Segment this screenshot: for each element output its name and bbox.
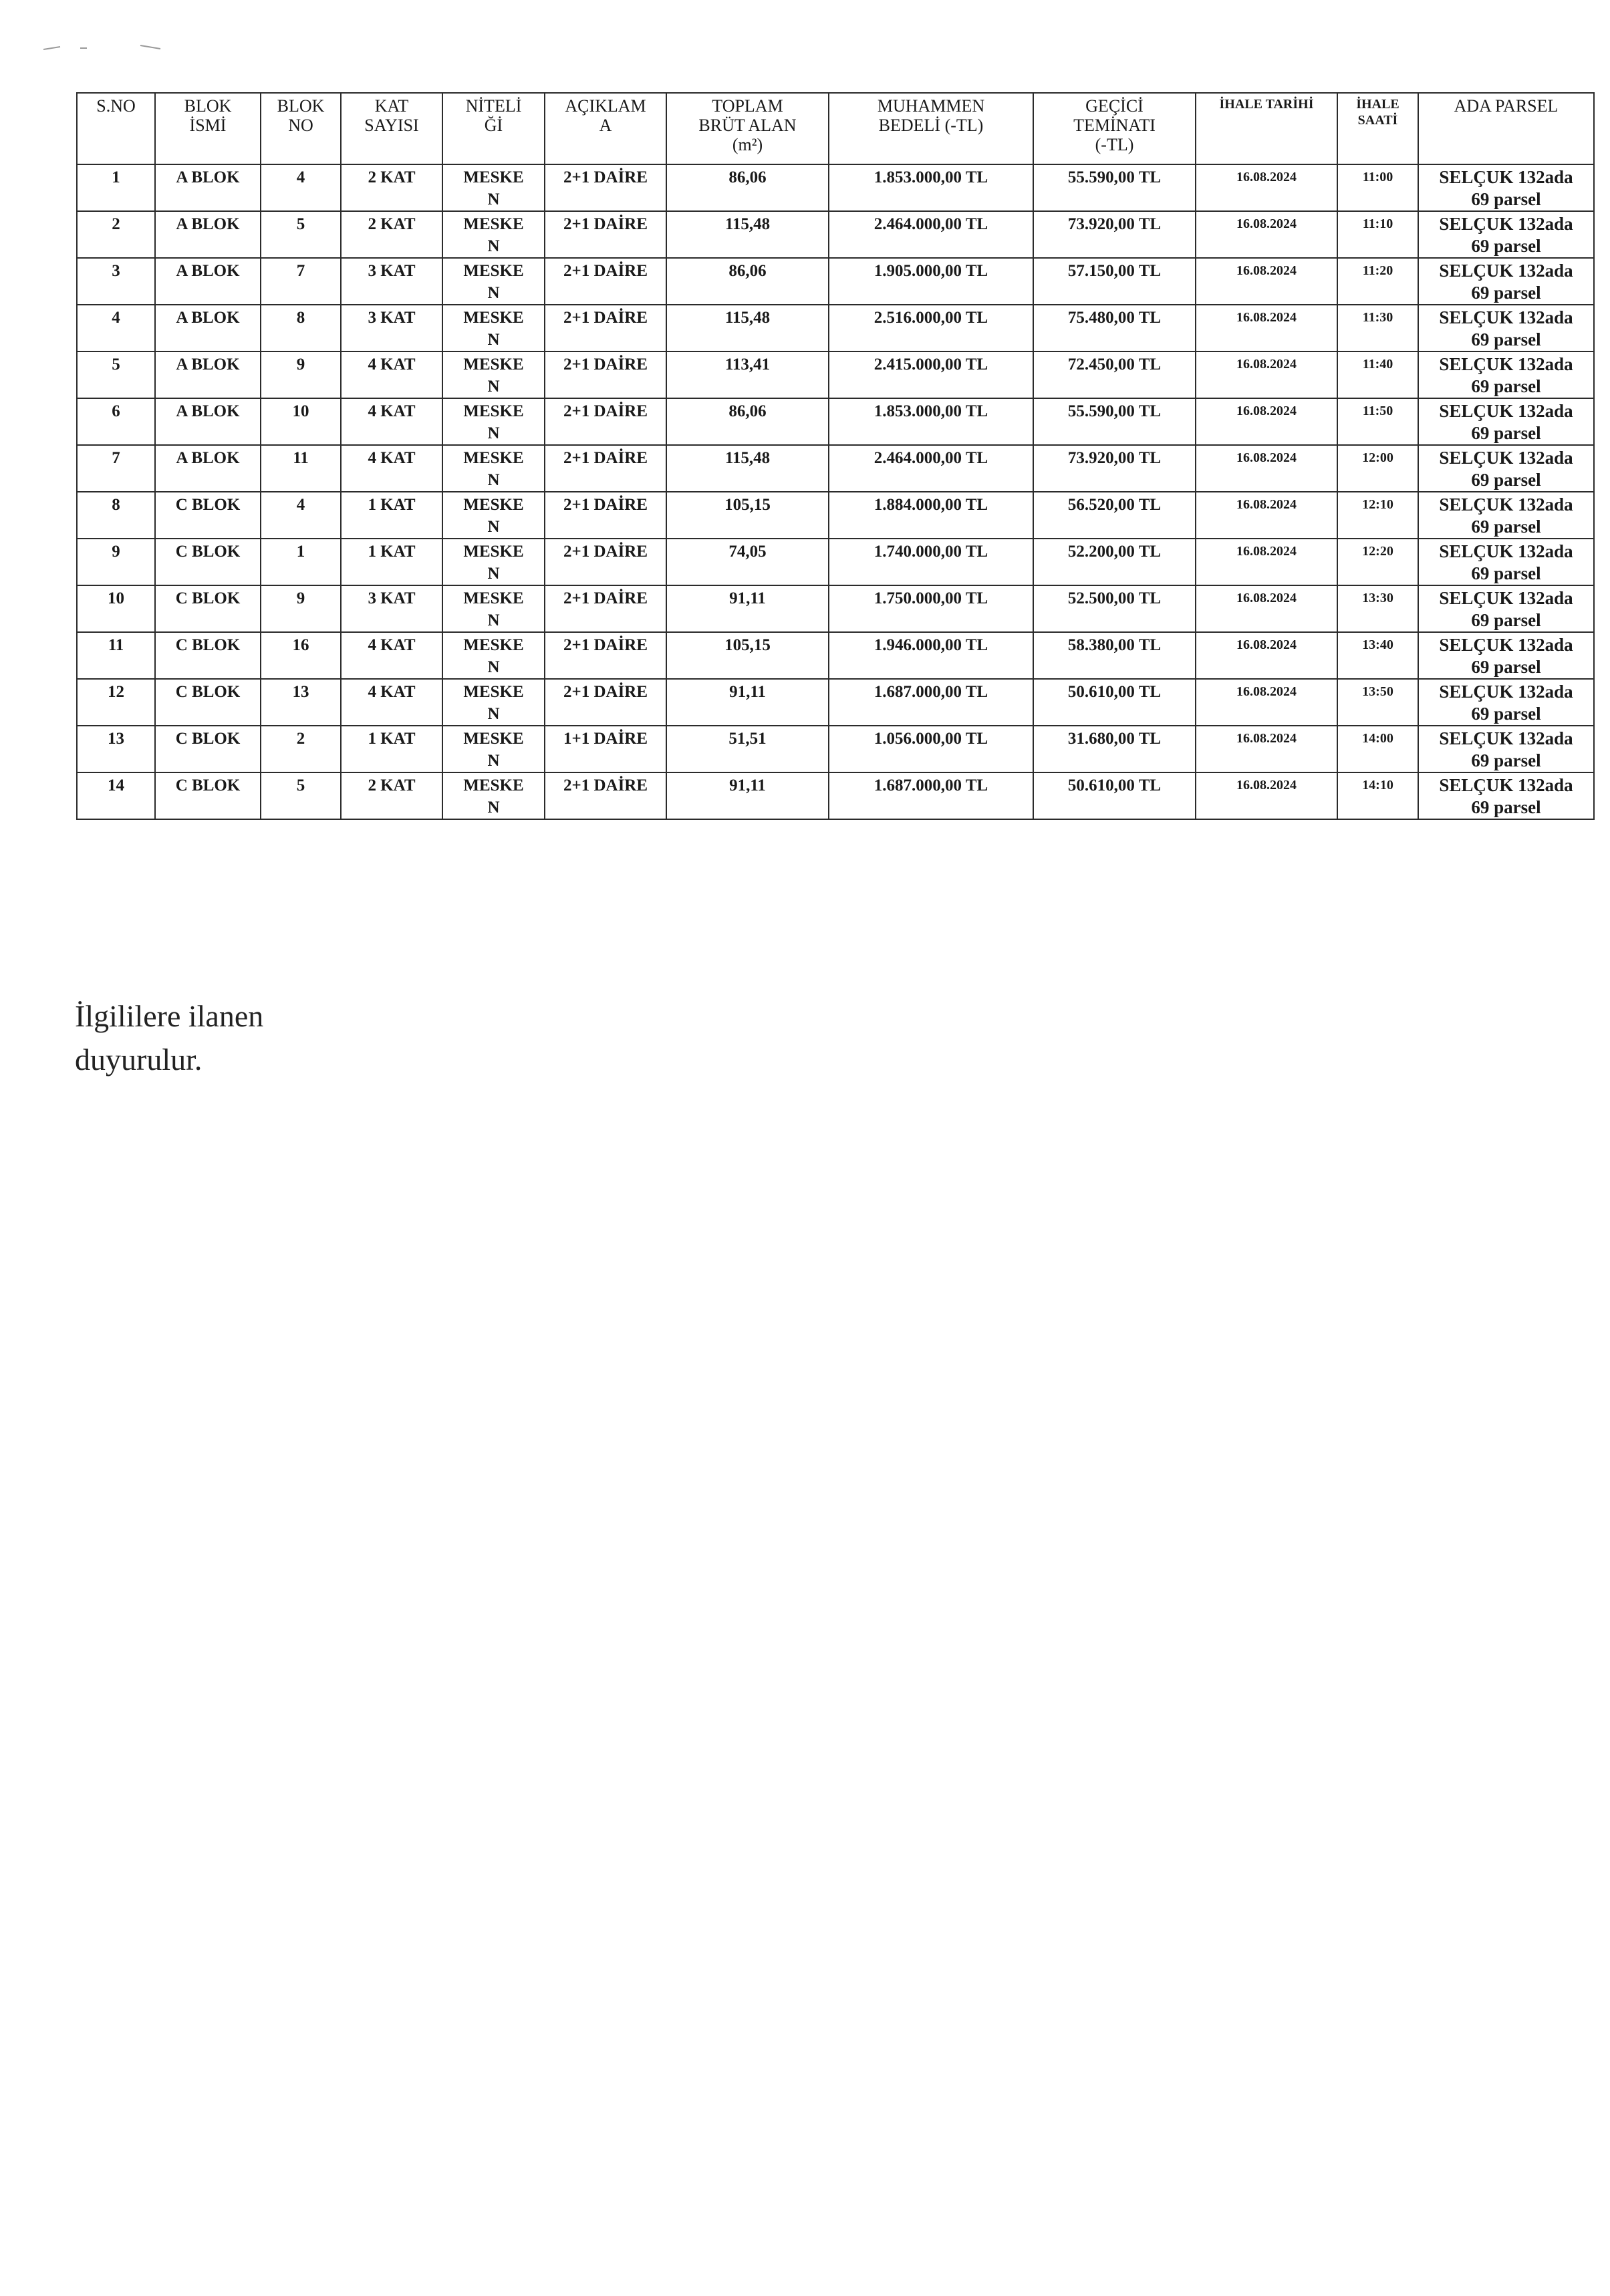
table-row xyxy=(77,632,1594,679)
cell-aciklama: 2+1 DAİRE xyxy=(545,258,666,305)
cell-ihale-tarihi: 16.08.2024 xyxy=(1196,398,1337,445)
header-blok-no: BLOK NO xyxy=(261,93,341,164)
table-row xyxy=(77,211,1594,258)
cell-toplam-brut-alan: 115,48 xyxy=(666,445,829,492)
cell-sno: 13 xyxy=(77,726,155,772)
cell-ihale-saati: 14:00 xyxy=(1337,726,1418,772)
cell-ada-parsel: SELÇUK 132ada 69 parsel xyxy=(1418,492,1594,539)
cell-ihale-saati: 13:50 xyxy=(1337,679,1418,726)
cell-sno: 9 xyxy=(77,539,155,585)
table-row xyxy=(77,539,1594,585)
cell-aciklama: 2+1 DAİRE xyxy=(545,164,666,211)
table-row xyxy=(77,351,1594,398)
cell-kat-sayisi: 3 KAT xyxy=(341,305,442,351)
cell-blok-ismi: C BLOK xyxy=(155,585,261,632)
cell-toplam-brut-alan: 105,15 xyxy=(666,492,829,539)
cell-niteligi: MESKE N xyxy=(442,539,545,585)
cell-ihale-tarihi: 16.08.2024 xyxy=(1196,632,1337,679)
cell-blok-ismi: C BLOK xyxy=(155,492,261,539)
cell-gecici-teminati: 56.520,00 TL xyxy=(1033,492,1196,539)
table-row xyxy=(77,398,1594,445)
cell-ihale-tarihi: 16.08.2024 xyxy=(1196,772,1337,819)
cell-gecici-teminati: 73.920,00 TL xyxy=(1033,211,1196,258)
cell-blok-no: 7 xyxy=(261,258,341,305)
scan-artifact-mark xyxy=(40,43,174,52)
cell-aciklama: 2+1 DAİRE xyxy=(545,679,666,726)
cell-ihale-tarihi: 16.08.2024 xyxy=(1196,258,1337,305)
cell-aciklama: 2+1 DAİRE xyxy=(545,492,666,539)
cell-blok-no: 13 xyxy=(261,679,341,726)
cell-niteligi: MESKE N xyxy=(442,492,545,539)
cell-aciklama: 2+1 DAİRE xyxy=(545,539,666,585)
cell-blok-no: 4 xyxy=(261,492,341,539)
table-row xyxy=(77,679,1594,726)
cell-blok-no: 2 xyxy=(261,726,341,772)
cell-sno: 8 xyxy=(77,492,155,539)
cell-ihale-tarihi: 16.08.2024 xyxy=(1196,164,1337,211)
cell-sno: 14 xyxy=(77,772,155,819)
cell-ada-parsel: SELÇUK 132ada 69 parsel xyxy=(1418,632,1594,679)
cell-toplam-brut-alan: 51,51 xyxy=(666,726,829,772)
header-gecici-teminati: GEÇİCİ TEMİNATI (-TL) xyxy=(1033,93,1196,164)
cell-sno: 7 xyxy=(77,445,155,492)
cell-blok-no: 9 xyxy=(261,351,341,398)
cell-ihale-tarihi: 16.08.2024 xyxy=(1196,305,1337,351)
header-toplam-brut-alan: TOPLAM BRÜT ALAN (m²) xyxy=(666,93,829,164)
cell-kat-sayisi: 2 KAT xyxy=(341,211,442,258)
cell-toplam-brut-alan: 86,06 xyxy=(666,258,829,305)
cell-niteligi: MESKE N xyxy=(442,258,545,305)
cell-aciklama: 2+1 DAİRE xyxy=(545,445,666,492)
cell-blok-no: 1 xyxy=(261,539,341,585)
cell-blok-no: 5 xyxy=(261,772,341,819)
cell-niteligi: MESKE N xyxy=(442,351,545,398)
cell-ihale-saati: 13:30 xyxy=(1337,585,1418,632)
cell-blok-ismi: A BLOK xyxy=(155,351,261,398)
cell-blok-ismi: C BLOK xyxy=(155,632,261,679)
cell-toplam-brut-alan: 86,06 xyxy=(666,164,829,211)
cell-ada-parsel: SELÇUK 132ada 69 parsel xyxy=(1418,305,1594,351)
table-row xyxy=(77,164,1594,211)
cell-ihale-saati: 11:00 xyxy=(1337,164,1418,211)
cell-blok-ismi: C BLOK xyxy=(155,772,261,819)
cell-blok-no: 5 xyxy=(261,211,341,258)
cell-sno: 5 xyxy=(77,351,155,398)
cell-blok-no: 9 xyxy=(261,585,341,632)
cell-toplam-brut-alan: 115,48 xyxy=(666,211,829,258)
cell-muhammen-bedeli: 1.687.000,00 TL xyxy=(829,772,1033,819)
cell-muhammen-bedeli: 2.464.000,00 TL xyxy=(829,445,1033,492)
cell-sno: 12 xyxy=(77,679,155,726)
cell-ada-parsel: SELÇUK 132ada 69 parsel xyxy=(1418,258,1594,305)
cell-ihale-saati: 13:40 xyxy=(1337,632,1418,679)
cell-kat-sayisi: 1 KAT xyxy=(341,726,442,772)
cell-blok-no: 10 xyxy=(261,398,341,445)
cell-sno: 11 xyxy=(77,632,155,679)
cell-blok-no: 16 xyxy=(261,632,341,679)
table-row xyxy=(77,726,1594,772)
cell-blok-ismi: A BLOK xyxy=(155,258,261,305)
cell-ihale-tarihi: 16.08.2024 xyxy=(1196,211,1337,258)
cell-toplam-brut-alan: 105,15 xyxy=(666,632,829,679)
cell-niteligi: MESKE N xyxy=(442,585,545,632)
cell-aciklama: 2+1 DAİRE xyxy=(545,398,666,445)
cell-sno: 3 xyxy=(77,258,155,305)
cell-niteligi: MESKE N xyxy=(442,772,545,819)
cell-ada-parsel: SELÇUK 132ada 69 parsel xyxy=(1418,772,1594,819)
cell-sno: 6 xyxy=(77,398,155,445)
cell-ada-parsel: SELÇUK 132ada 69 parsel xyxy=(1418,539,1594,585)
cell-muhammen-bedeli: 1.056.000,00 TL xyxy=(829,726,1033,772)
cell-gecici-teminati: 31.680,00 TL xyxy=(1033,726,1196,772)
cell-sno: 10 xyxy=(77,585,155,632)
cell-aciklama: 2+1 DAİRE xyxy=(545,351,666,398)
cell-ada-parsel: SELÇUK 132ada 69 parsel xyxy=(1418,726,1594,772)
cell-kat-sayisi: 2 KAT xyxy=(341,164,442,211)
header-aciklama: AÇIKLAM A xyxy=(545,93,666,164)
cell-toplam-brut-alan: 91,11 xyxy=(666,585,829,632)
table-row xyxy=(77,585,1594,632)
cell-toplam-brut-alan: 91,11 xyxy=(666,772,829,819)
cell-ada-parsel: SELÇUK 132ada 69 parsel xyxy=(1418,679,1594,726)
cell-aciklama: 2+1 DAİRE xyxy=(545,772,666,819)
cell-blok-no: 11 xyxy=(261,445,341,492)
cell-blok-ismi: A BLOK xyxy=(155,305,261,351)
cell-kat-sayisi: 3 KAT xyxy=(341,258,442,305)
cell-gecici-teminati: 50.610,00 TL xyxy=(1033,679,1196,726)
announcement-line-2: duyurulur. xyxy=(75,1042,203,1077)
header-muhammen-bedeli: MUHAMMEN BEDELİ (-TL) xyxy=(829,93,1033,164)
cell-muhammen-bedeli: 1.740.000,00 TL xyxy=(829,539,1033,585)
cell-gecici-teminati: 57.150,00 TL xyxy=(1033,258,1196,305)
cell-ihale-saati: 12:10 xyxy=(1337,492,1418,539)
cell-ihale-saati: 14:10 xyxy=(1337,772,1418,819)
header-kat-sayisi: KAT SAYISI xyxy=(341,93,442,164)
cell-muhammen-bedeli: 1.750.000,00 TL xyxy=(829,585,1033,632)
cell-sno: 2 xyxy=(77,211,155,258)
cell-kat-sayisi: 4 KAT xyxy=(341,632,442,679)
table-header-row xyxy=(77,93,1594,164)
cell-kat-sayisi: 4 KAT xyxy=(341,679,442,726)
cell-ada-parsel: SELÇUK 132ada 69 parsel xyxy=(1418,585,1594,632)
cell-ihale-tarihi: 16.08.2024 xyxy=(1196,351,1337,398)
cell-aciklama: 2+1 DAİRE xyxy=(545,305,666,351)
cell-blok-ismi: C BLOK xyxy=(155,679,261,726)
cell-ihale-tarihi: 16.08.2024 xyxy=(1196,445,1337,492)
cell-kat-sayisi: 4 KAT xyxy=(341,351,442,398)
cell-ada-parsel: SELÇUK 132ada 69 parsel xyxy=(1418,351,1594,398)
table-row xyxy=(77,258,1594,305)
cell-blok-ismi: A BLOK xyxy=(155,211,261,258)
cell-niteligi: MESKE N xyxy=(442,632,545,679)
cell-gecici-teminati: 55.590,00 TL xyxy=(1033,164,1196,211)
cell-kat-sayisi: 4 KAT xyxy=(341,445,442,492)
cell-toplam-brut-alan: 113,41 xyxy=(666,351,829,398)
cell-ihale-tarihi: 16.08.2024 xyxy=(1196,679,1337,726)
cell-niteligi: MESKE N xyxy=(442,305,545,351)
cell-kat-sayisi: 1 KAT xyxy=(341,492,442,539)
cell-blok-no: 8 xyxy=(261,305,341,351)
cell-sno: 4 xyxy=(77,305,155,351)
cell-blok-ismi: C BLOK xyxy=(155,539,261,585)
cell-ihale-tarihi: 16.08.2024 xyxy=(1196,585,1337,632)
cell-aciklama: 2+1 DAİRE xyxy=(545,632,666,679)
cell-gecici-teminati: 52.500,00 TL xyxy=(1033,585,1196,632)
table-body xyxy=(77,164,1594,819)
cell-kat-sayisi: 4 KAT xyxy=(341,398,442,445)
cell-blok-ismi: A BLOK xyxy=(155,445,261,492)
cell-toplam-brut-alan: 91,11 xyxy=(666,679,829,726)
cell-blok-ismi: A BLOK xyxy=(155,164,261,211)
cell-niteligi: MESKE N xyxy=(442,445,545,492)
table-row xyxy=(77,772,1594,819)
header-ihale-saati: İHALE SAATİ xyxy=(1337,93,1418,164)
cell-gecici-teminati: 73.920,00 TL xyxy=(1033,445,1196,492)
cell-aciklama: 1+1 DAİRE xyxy=(545,726,666,772)
cell-gecici-teminati: 75.480,00 TL xyxy=(1033,305,1196,351)
cell-toplam-brut-alan: 86,06 xyxy=(666,398,829,445)
cell-muhammen-bedeli: 1.884.000,00 TL xyxy=(829,492,1033,539)
table-row xyxy=(77,492,1594,539)
cell-ada-parsel: SELÇUK 132ada 69 parsel xyxy=(1418,164,1594,211)
cell-ihale-tarihi: 16.08.2024 xyxy=(1196,492,1337,539)
header-niteligi: NİTELİ Ğİ xyxy=(442,93,545,164)
cell-muhammen-bedeli: 1.687.000,00 TL xyxy=(829,679,1033,726)
ihale-table xyxy=(76,92,1595,820)
cell-gecici-teminati: 55.590,00 TL xyxy=(1033,398,1196,445)
cell-blok-ismi: A BLOK xyxy=(155,398,261,445)
cell-ihale-saati: 11:40 xyxy=(1337,351,1418,398)
announcement-line-1: İlgililere ilanen xyxy=(75,999,264,1033)
cell-ada-parsel: SELÇUK 132ada 69 parsel xyxy=(1418,398,1594,445)
cell-ihale-tarihi: 16.08.2024 xyxy=(1196,726,1337,772)
cell-ada-parsel: SELÇUK 132ada 69 parsel xyxy=(1418,211,1594,258)
cell-ihale-saati: 11:10 xyxy=(1337,211,1418,258)
cell-gecici-teminati: 72.450,00 TL xyxy=(1033,351,1196,398)
announcement-note xyxy=(75,994,263,1081)
cell-gecici-teminati: 52.200,00 TL xyxy=(1033,539,1196,585)
cell-ada-parsel: SELÇUK 132ada 69 parsel xyxy=(1418,445,1594,492)
header-ada-parsel: ADA PARSEL xyxy=(1418,93,1594,164)
cell-ihale-tarihi: 16.08.2024 xyxy=(1196,539,1337,585)
cell-aciklama: 2+1 DAİRE xyxy=(545,211,666,258)
cell-muhammen-bedeli: 1.946.000,00 TL xyxy=(829,632,1033,679)
table-row xyxy=(77,445,1594,492)
cell-kat-sayisi: 3 KAT xyxy=(341,585,442,632)
cell-niteligi: MESKE N xyxy=(442,679,545,726)
cell-toplam-brut-alan: 115,48 xyxy=(666,305,829,351)
cell-kat-sayisi: 2 KAT xyxy=(341,772,442,819)
cell-niteligi: MESKE N xyxy=(442,398,545,445)
cell-muhammen-bedeli: 1.853.000,00 TL xyxy=(829,164,1033,211)
cell-muhammen-bedeli: 2.415.000,00 TL xyxy=(829,351,1033,398)
cell-muhammen-bedeli: 2.464.000,00 TL xyxy=(829,211,1033,258)
cell-niteligi: MESKE N xyxy=(442,726,545,772)
header-sno: S.NO xyxy=(77,93,155,164)
cell-toplam-brut-alan: 74,05 xyxy=(666,539,829,585)
cell-niteligi: MESKE N xyxy=(442,211,545,258)
cell-ihale-saati: 12:00 xyxy=(1337,445,1418,492)
cell-blok-no: 4 xyxy=(261,164,341,211)
cell-kat-sayisi: 1 KAT xyxy=(341,539,442,585)
cell-gecici-teminati: 58.380,00 TL xyxy=(1033,632,1196,679)
cell-ihale-saati: 12:20 xyxy=(1337,539,1418,585)
cell-muhammen-bedeli: 1.853.000,00 TL xyxy=(829,398,1033,445)
cell-blok-ismi: C BLOK xyxy=(155,726,261,772)
cell-sno: 1 xyxy=(77,164,155,211)
cell-aciklama: 2+1 DAİRE xyxy=(545,585,666,632)
header-ihale-tarihi: İHALE TARİHİ xyxy=(1196,93,1337,164)
header-blok-ismi: BLOK İSMİ xyxy=(155,93,261,164)
cell-ihale-saati: 11:20 xyxy=(1337,258,1418,305)
table-row xyxy=(77,305,1594,351)
cell-muhammen-bedeli: 2.516.000,00 TL xyxy=(829,305,1033,351)
cell-muhammen-bedeli: 1.905.000,00 TL xyxy=(829,258,1033,305)
cell-gecici-teminati: 50.610,00 TL xyxy=(1033,772,1196,819)
cell-niteligi: MESKE N xyxy=(442,164,545,211)
cell-ihale-saati: 11:50 xyxy=(1337,398,1418,445)
cell-ihale-saati: 11:30 xyxy=(1337,305,1418,351)
